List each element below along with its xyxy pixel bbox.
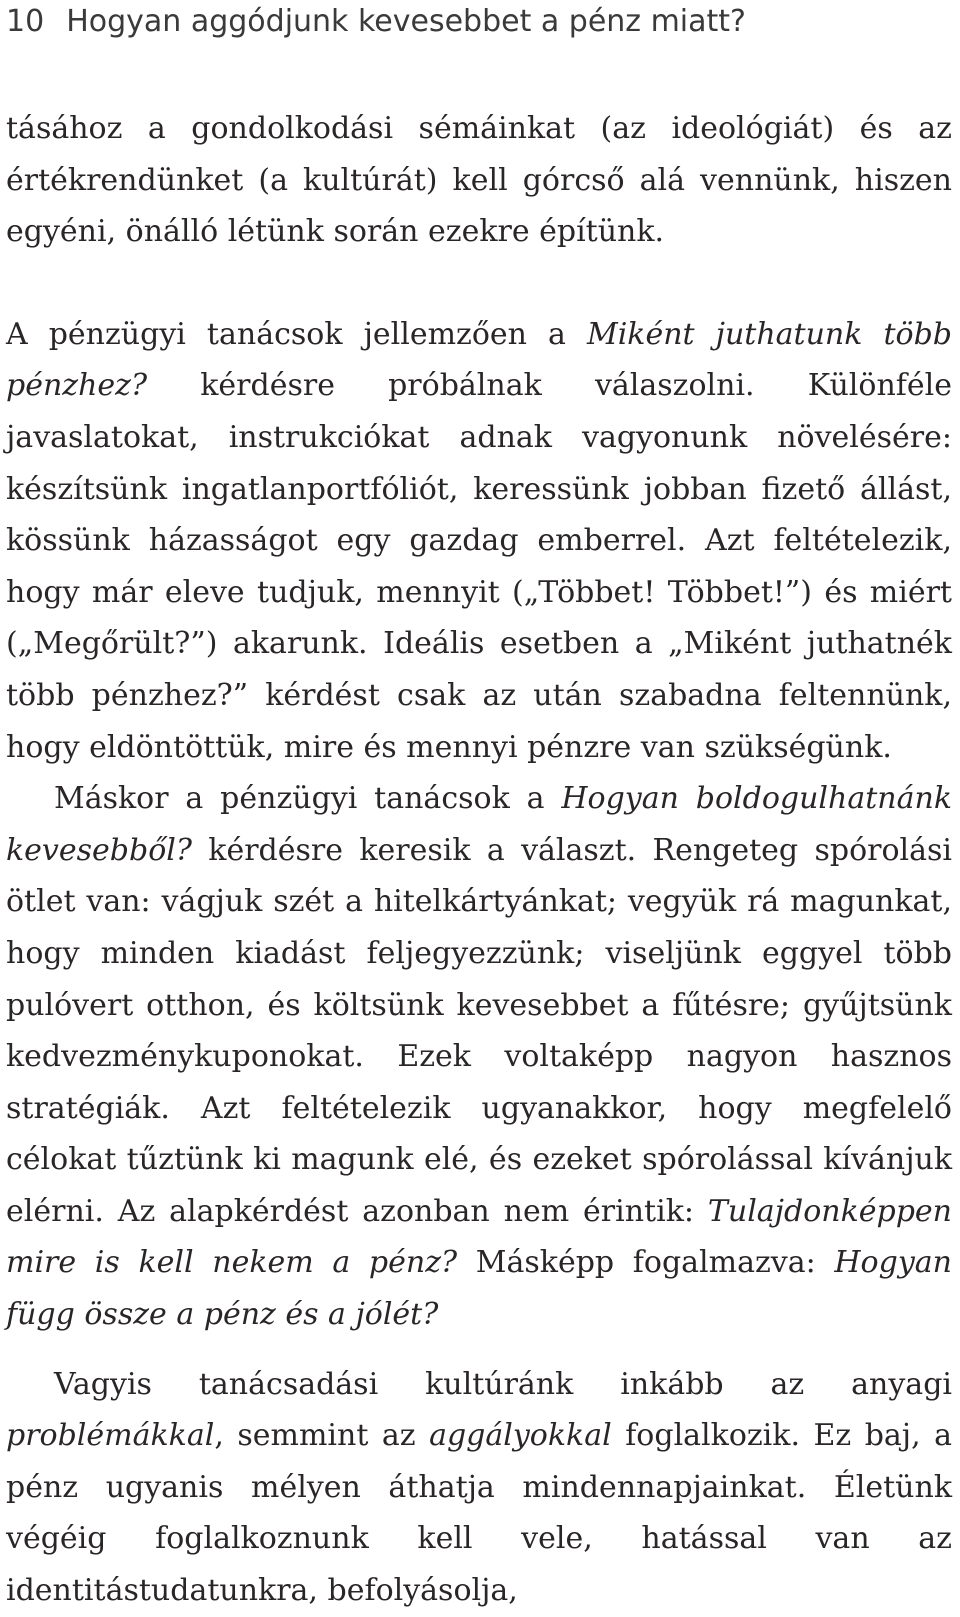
paragraph-3-part-2: kérdésre keresik a választ. Rengeteg spórolási ötlet van: vágjuk szét a hitelkártyánkat; vegyük rá magunkat, hogy minden kiadást feljegyezzünk; viseljünk eggyel több pulóvert otthon, és költsünk kevesebbet a fűtésre; gyűjtsünk kedvezménykuponokat. Ezek voltaképp nagyon hasznos stratégiák. Azt feltételezik ugyanakkor, hogy megfelelő célokat tűztünk ki magunk elé, és ezeket spórolással kívánjuk elérni. Az alapkérdést azonban nem érintik: xyxy=(6,832,952,1229)
paragraph-1 xyxy=(6,103,952,258)
paragraph-2 xyxy=(6,309,952,773)
paragraph-3-part-3: Másképp fogalmazva: xyxy=(457,1245,835,1281)
body-text xyxy=(6,103,952,1617)
paragraph-2-part-1: A pénzügyi tanácsok jellemzően a xyxy=(6,316,587,352)
paragraph-4-part-1: Vagyis tanácsadási kultúránk inkább az anyagi xyxy=(54,1366,952,1402)
paragraph-3-part-1: Máskor a pénzügyi tanácsok a xyxy=(54,781,562,817)
paragraph-4-italic-2: aggályokkal xyxy=(429,1418,612,1454)
paragraph-3-italic-question-1: Hogyan boldogulhatnánk kevesebből? xyxy=(6,781,952,868)
paragraph-4-part-2: , semmint az xyxy=(214,1418,430,1454)
running-title: Hogyan aggódjunk kevesebbet a pénz miatt? xyxy=(66,4,746,39)
paragraph-4-part-3: foglalkozik. Ez baj, a pénz ugyanis mélyen áthatja mindennapjainkat. Életünk végéig foglalkoznunk kell vele, hatással van az identitástudatunkra, befolyásolja, xyxy=(6,1418,952,1609)
paragraph-4-italic-1: problémákkal xyxy=(6,1418,215,1454)
paragraph-3 xyxy=(6,773,952,1341)
paragraph-1-text: tásához a gondolkodási sémáinkat (az ideológiát) és az értékrendünket (a kultúrát) kell górcső alá vennünk, hiszen egyéni, önálló létünk során ezekre építünk. xyxy=(6,111,952,250)
paragraph-3-italic-question-2: Tulajdonképpen mire is kell nekem a pénz? xyxy=(6,1193,952,1281)
paragraph-3-italic-question-3: Hogyan függ össze a pénz és a jólét? xyxy=(6,1245,952,1333)
paragraph-2-italic-question: Miként juthatunk több pénzhez? xyxy=(6,316,953,404)
running-header xyxy=(6,2,946,42)
paragraph-2-part-2: kérdésre próbálnak válaszolni. Különféle javaslatokat, instrukciókat adnak vagyonunk növelésére: készítsünk ingatlanportfóliót, keressünk jobban fizető állást, kössünk házasságot egy gazdag emberrel. Azt feltételezik, hogy már eleve tudjuk, mennyit („Többet! Többet!”) és miért („Megőrült?”) akarunk. Ideális esetben a „Miként juthatnék több pénzhez?” kérdést csak az után szabadna feltennünk, hogy eldöntöttük, mire és mennyi pénzre van szükségünk. xyxy=(6,368,952,765)
page-number: 10 xyxy=(6,4,45,39)
paragraph-4 xyxy=(6,1359,952,1617)
